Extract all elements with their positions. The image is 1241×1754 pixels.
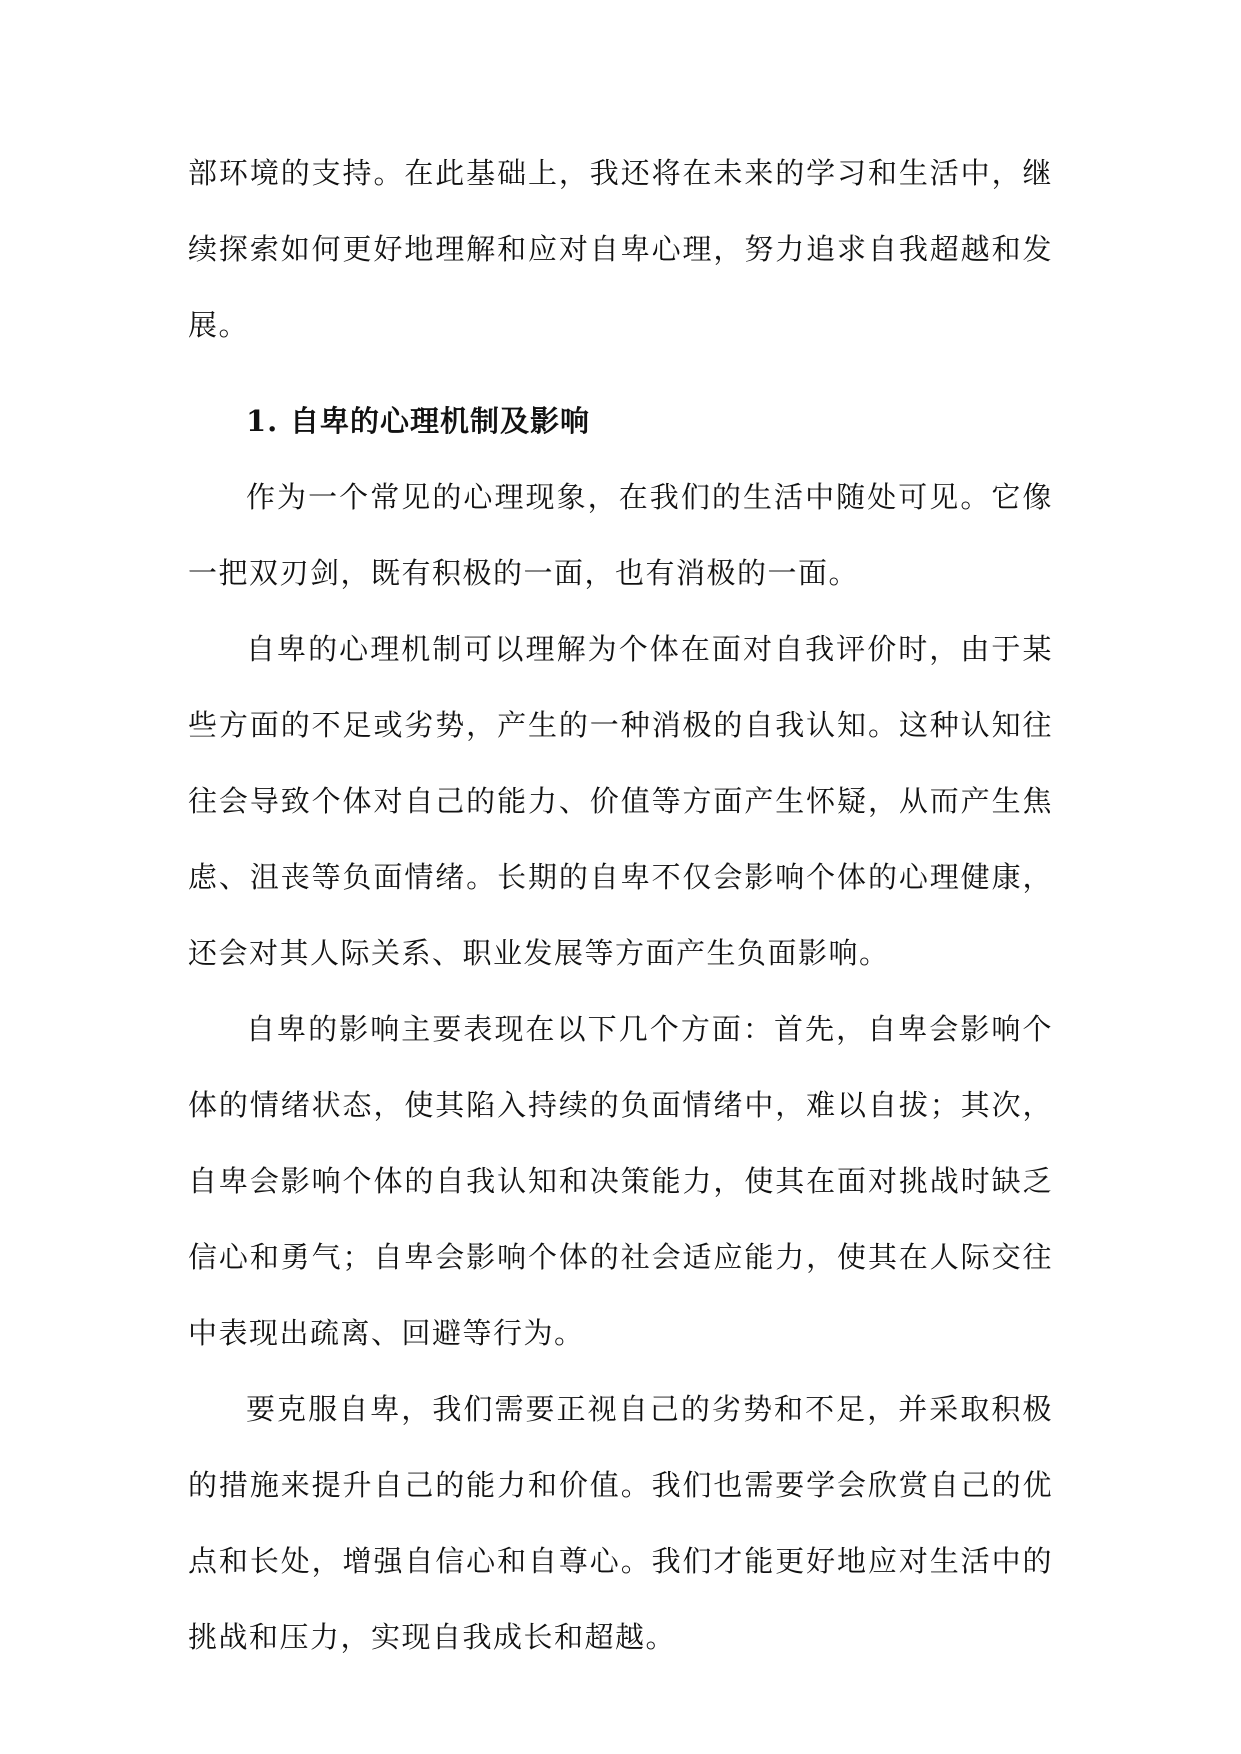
section-number: 1.: [246, 404, 279, 438]
paragraph-overcoming: 要克服自卑，我们需要正视自己的劣势和不足，并采取积极的措施来提升自己的能力和价值。我们也需要学会欣赏自己的优点和长处，增强自信心和自尊心。我们才能更好地应对生活中的挑战和压力，实现自我成长和超越。: [188, 1392, 1053, 1654]
document-body: [188, 135, 1053, 1675]
paragraph-effects: 自卑的影响主要表现在以下几个方面：首先，自卑会影响个体的情绪状态，使其陷入持续的负面情绪中，难以自拔；其次，自卑会影响个体的自我认知和决策能力，使其在面对挑战时缺乏信心和勇气；自卑会影响个体的社会适应能力，使其在人际交往中表现出疏离、回避等行为。: [188, 1012, 1053, 1350]
continued-paragraph: 部环境的支持。在此基础上，我还将在未来的学习和生活中，继续探索如何更好地理解和应对自卑心理，努力追求自我超越和发展。: [188, 156, 1053, 342]
paragraph-mechanism: 自卑的心理机制可以理解为个体在面对自我评价时，由于某些方面的不足或劣势，产生的一种消极的自我认知。这种认知往往会导致个体对自己的能力、价值等方面产生怀疑，从而产生焦虑、沮丧等负面情绪。长期的自卑不仅会影响个体的心理健康，还会对其人际关系、职业发展等方面产生负面影响。: [188, 632, 1053, 970]
section-title: 自卑的心理机制及影响: [290, 404, 591, 438]
paragraph-intro: 作为一个常见的心理现象，在我们的生活中随处可见。它像一把双刃剑，既有积极的一面，也有消极的一面。: [188, 480, 1053, 590]
section-heading: [188, 383, 1053, 459]
